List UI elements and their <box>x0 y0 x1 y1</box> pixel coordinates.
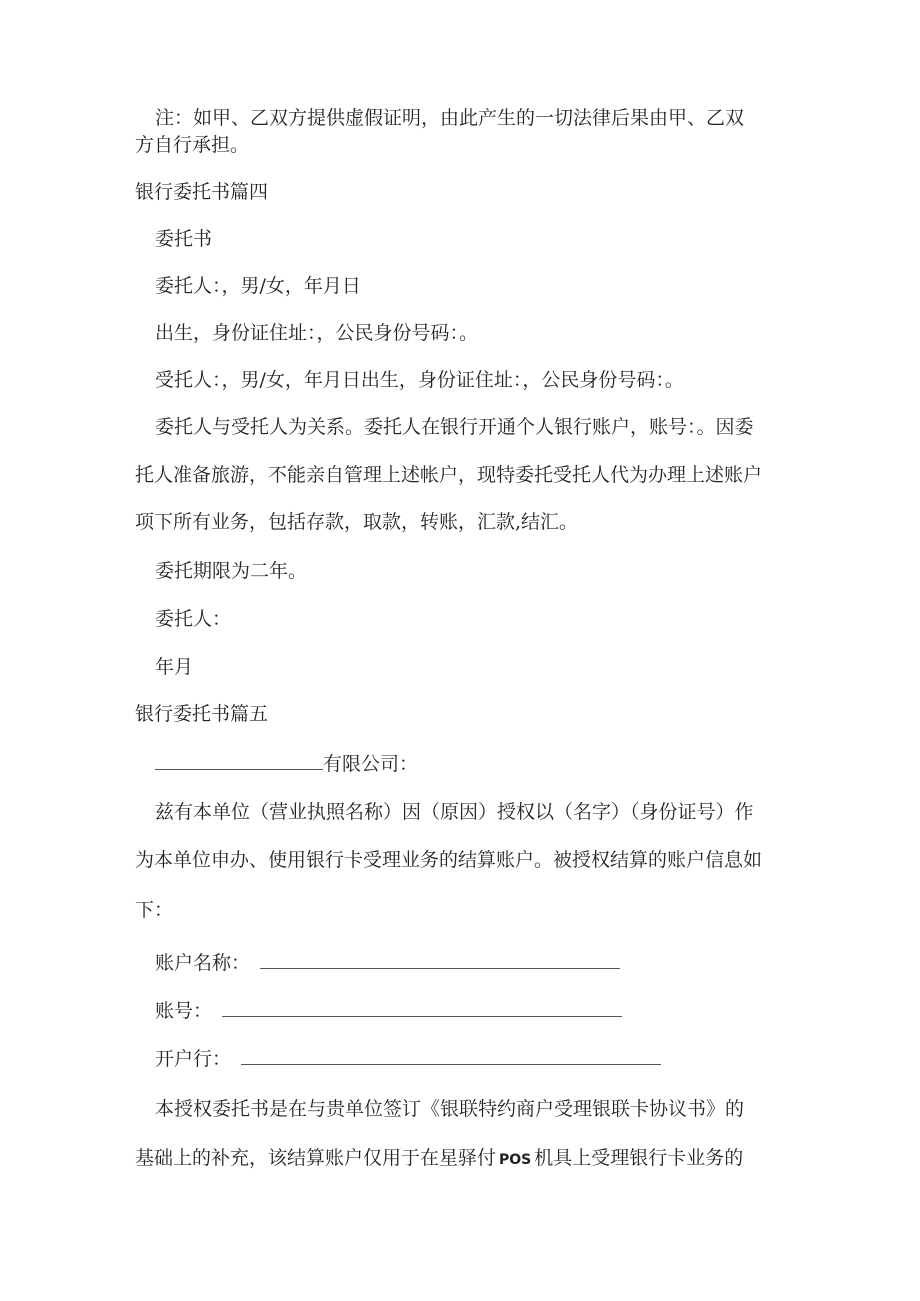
note-line-2: 方自行承担。 <box>135 134 250 156</box>
bank-label: 开户行： <box>155 1048 232 1070</box>
closing-line-2-part-a: 基础上的补充，该结算账户仅用于在星驿付 <box>135 1147 497 1169</box>
company-line <box>155 751 418 776</box>
closing-line-1: 本授权委托书是在与贵单位签订《银联特约商户受理银联卡协议书》的 <box>155 1098 745 1120</box>
principal-line: 委托人：，男/女，年月日 <box>155 275 361 297</box>
bank-row <box>155 1046 661 1071</box>
closing-line-2 <box>135 1146 743 1172</box>
pos-term: POS <box>499 1152 532 1168</box>
account-number-row <box>155 998 622 1023</box>
account-name-blank <box>260 950 620 969</box>
relation-line-3: 项下所有业务，包括存款，取款，转账，汇款,结汇。 <box>135 511 579 533</box>
account-number-label: 账号： <box>155 1000 213 1022</box>
auth-line-3: 下： <box>135 899 174 921</box>
section5-heading: 银行委托书篇五 <box>135 703 269 725</box>
account-number-blank <box>222 998 622 1017</box>
date-line: 年月 <box>155 656 194 678</box>
auth-line-2: 为本单位申办、使用银行卡受理业务的结算账户。被授权结算的账户信息如 <box>135 849 763 871</box>
company-name-blank <box>155 751 323 770</box>
closing-line-2-part-b: 机具上受理银行卡业务的 <box>534 1147 744 1169</box>
bank-blank <box>241 1046 661 1065</box>
account-name-row <box>155 950 620 975</box>
document-title: 委托书 <box>155 228 213 250</box>
principal-signature-label: 委托人： <box>155 608 232 630</box>
term-line: 委托期限为二年。 <box>155 560 308 582</box>
principal-birth-line: 出生，身份证住址：，公民身份号码：。 <box>155 322 479 344</box>
auth-line-1: 兹有本单位（营业执照名称）因（原因）授权以（名字）（身份证号）作 <box>155 801 754 823</box>
account-name-label: 账户名称： <box>155 952 251 974</box>
note-line-1: 注：如甲、乙双方提供虚假证明，由此产生的一切法律后果由甲、乙双 <box>155 107 745 129</box>
relation-line-1: 委托人与受托人为关系。委托人在银行开通个人银行账户，账号：。因委 <box>155 416 754 438</box>
company-suffix: 有限公司： <box>323 753 419 775</box>
section4-heading: 银行委托书篇四 <box>135 181 269 203</box>
relation-line-2: 托人准备旅游，不能亲自管理上述帐户，现特委托受托人代为办理上述账户 <box>135 464 763 486</box>
agent-line: 受托人：，男/女，年月日出生，身份证住址：，公民身份号码：。 <box>155 369 684 391</box>
